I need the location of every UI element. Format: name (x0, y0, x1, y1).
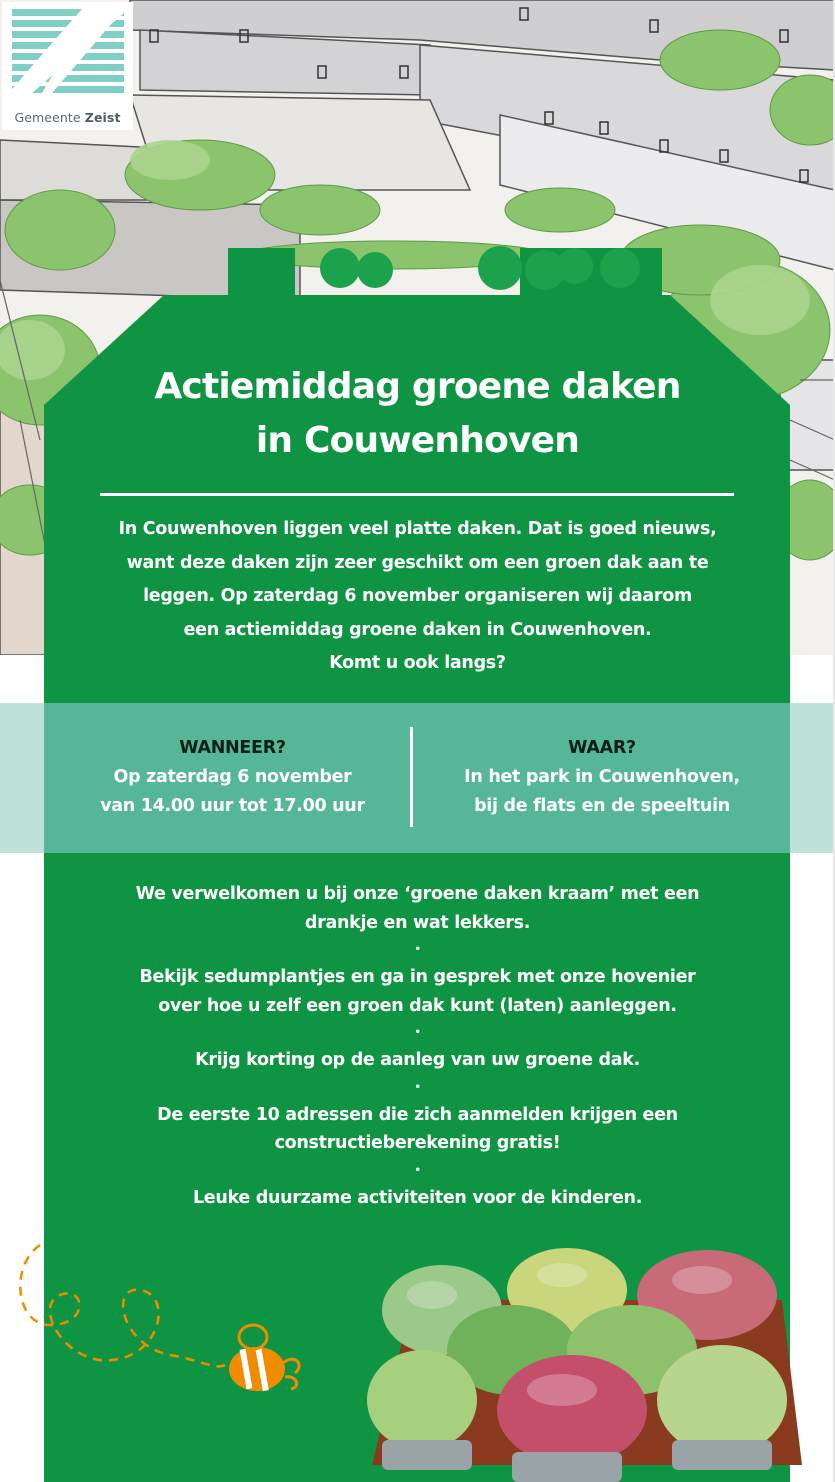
where-section (417, 734, 787, 821)
intro-line: Komt u ook langs? (329, 653, 506, 673)
bullet-separator: • (414, 1164, 421, 1176)
benefit-line: constructieberekening gratis! (274, 1133, 561, 1153)
where-heading: WAAR? (568, 738, 636, 758)
when-time: van 14.00 uur tot 17.00 uur (100, 796, 365, 816)
list-item (90, 1184, 745, 1213)
bullet-separator: • (414, 944, 421, 955)
when-section (60, 734, 405, 821)
benefit-line: Krijg korting op de aanleg van uw groene dak. (195, 1050, 640, 1070)
logo-text-light: Gemeente (14, 110, 81, 125)
page-title (90, 360, 745, 468)
intro-line: leggen. Op zaterdag 6 november organiseren wij daarom (143, 586, 692, 606)
logo-text-bold: Zeist (84, 110, 121, 125)
list-item (90, 880, 745, 937)
benefit-line: De eerste 10 adressen die zich aanmelden krijgen een (157, 1104, 678, 1125)
benefit-line: Bekijk sedumplantjes en ga in gesprek met onze hovenier (139, 967, 696, 987)
intro-line: In Couwenhoven liggen veel platte daken. Dat is goed nieuws, (118, 519, 717, 539)
list-item (90, 1101, 745, 1158)
title-line-2: in Couwenhoven (255, 420, 580, 461)
zeist-z-logo-icon (12, 9, 124, 107)
benefit-line: over hoe u zelf een groen dak kunt (laten) aanleggen. (158, 995, 677, 1016)
when-heading: WANNEER? (179, 738, 286, 758)
logo-text (2, 110, 133, 125)
intro-line: want deze daken zijn zeer geschikt om een groen dak aan te (126, 552, 709, 573)
benefit-line: We verwelkomen u bij onze ‘groene daken kraam’ met een (135, 884, 700, 904)
bee-illustration-icon (0, 1235, 320, 1425)
chimney-left (228, 248, 295, 298)
title-line-1: Actiemiddag groene daken (154, 366, 681, 407)
bullet-separator: • (414, 1081, 421, 1093)
list-item (90, 1046, 745, 1075)
benefits-list (90, 880, 745, 1212)
where-detail: bij de flats en de speeltuin (474, 796, 730, 816)
where-location: In het park in Couwenhoven, (464, 767, 740, 787)
gemeente-zeist-logo (2, 2, 133, 130)
info-divider (410, 727, 413, 827)
benefit-line: drankje en wat lekkers. (304, 912, 531, 933)
title-divider (100, 493, 734, 496)
benefit-line: Leuke duurzame activiteiten voor de kinderen. (192, 1187, 643, 1208)
rooftop-plants-icon (300, 240, 670, 300)
list-item (90, 963, 745, 1020)
sedum-plants-illustration-icon (362, 1240, 802, 1482)
when-date: Op zaterdag 6 november (113, 767, 352, 787)
intro-line: een actiemiddag groene daken in Couwenhoven. (183, 619, 652, 640)
bullet-separator: • (414, 1027, 421, 1038)
intro-text (80, 513, 755, 681)
